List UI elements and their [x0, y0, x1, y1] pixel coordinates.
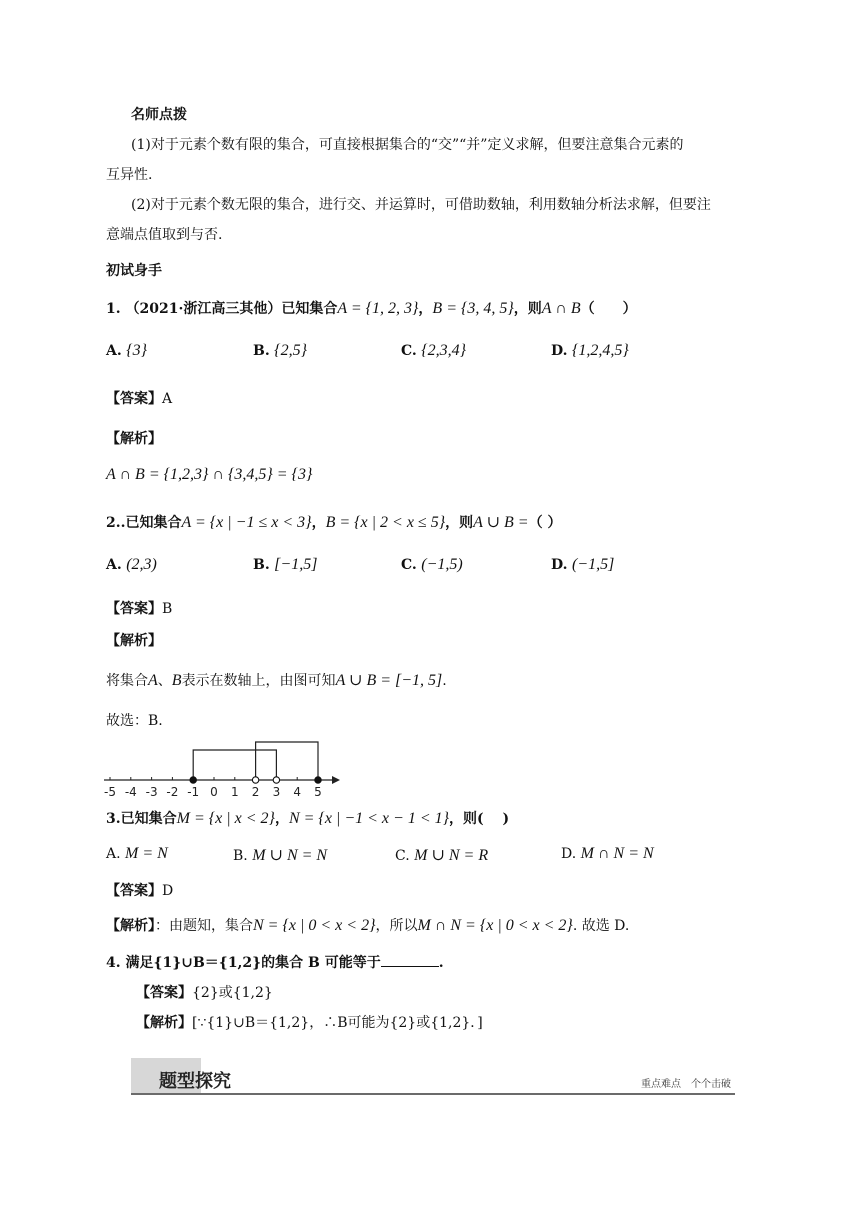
q1-comma: ， — [418, 301, 433, 317]
closed-endpoint — [190, 777, 196, 783]
q1-option-c: C. {2,3,4} — [401, 342, 467, 359]
number-line-tick-label: -3 — [145, 785, 158, 799]
number-line-tick-label: -4 — [124, 785, 137, 799]
q2-answer: 【答案】B — [106, 601, 173, 617]
q2-option-a: A. (2,3) — [106, 556, 157, 573]
q2-choose: 故选：B. — [106, 713, 163, 729]
section-subtitle: 重点难点 个个击破 — [641, 1079, 731, 1090]
number-line-tick-label: -5 — [104, 785, 116, 799]
q1-analysis-label: 【解析】 — [106, 431, 162, 447]
q1-stem — [106, 298, 637, 318]
tips-p1-line1: (1)对于元素个数有限的集合，可直接根据集合的“交”“并”定义求解，但要注意集合元素的 — [131, 137, 684, 153]
number-line-tick-label: 0 — [210, 785, 218, 799]
number-line-tick-label: 3 — [272, 785, 281, 799]
q4-number: 4. — [106, 955, 121, 971]
q2-stem-text: .已知集合 — [120, 515, 182, 531]
q3-option-a: A. M = N — [106, 845, 168, 862]
q4-stem-text: 满足{1}∪B＝{1,2}的集合 B 可能等于 — [125, 955, 381, 971]
q3-then: ，则( ) — [449, 811, 510, 827]
q1-option-d: D. {1,2,4,5} — [551, 342, 629, 359]
open-endpoint — [273, 777, 279, 783]
number-line-tick-label: -2 — [166, 785, 179, 799]
q3-comma: ， — [274, 811, 289, 827]
q2-then: ，则 — [445, 515, 474, 531]
q4-end: . — [438, 955, 444, 971]
q4-answer: 【答案】{2}或{1,2} — [136, 985, 273, 1001]
q4-blank — [381, 954, 439, 967]
section-underline — [131, 1093, 735, 1095]
tips-p2-line2: 意端点值取到与否. — [106, 227, 223, 243]
number-line-tick-label: 5 — [314, 785, 322, 799]
q4-stem — [106, 952, 444, 972]
number-line-tick-label: 2 — [251, 785, 260, 799]
q3-stem — [106, 808, 509, 828]
q3-option-c: C. M ∪ N = R — [395, 847, 489, 864]
q3-answer: 【答案】D — [106, 883, 174, 899]
q2-option-d: D. (−1,5] — [551, 556, 615, 573]
q1-source: （2021·浙江高三其他）已知集合 — [125, 301, 338, 317]
number-line-interval — [193, 750, 276, 780]
number-line-tick-label: 1 — [230, 785, 239, 799]
q3-option-d: D. M ∩ N = N — [561, 845, 654, 862]
q3-set-n: N = {x | −1 < x − 1 < 1} — [288, 810, 450, 827]
number-line-tick-label: 4 — [293, 785, 302, 799]
q1-set-a: A = {1, 2, 3} — [337, 300, 419, 317]
tips-p1-line2: 互异性. — [106, 167, 153, 183]
q2-paren: （ ） — [528, 515, 562, 531]
q2-comma: ， — [311, 515, 326, 531]
q3-set-m: M = {x | x < 2} — [176, 810, 275, 827]
q3-analysis: 【解析】：由题知，集合N = {x | 0 < x < 2}，所以M ∩ N = {x | 0 < x < 2}. 故选 D. — [106, 917, 630, 934]
q1-paren: （ ） — [580, 301, 637, 317]
q2-option-c: C. (−1,5) — [401, 556, 463, 573]
q4-analysis: 【解析】[∵{1}∪B＝{1,2}，∴B可能为{2}或{1,2}．] — [136, 1015, 483, 1031]
q1-expr: A ∩ B — [541, 300, 581, 317]
q2-analysis: 将集合A、B表示在数轴上，由图可知A ∪ B = [−1, 5]. — [106, 672, 447, 689]
q3-option-b: B. M ∪ N = N — [233, 847, 328, 864]
q2-stem — [106, 512, 561, 532]
q2-analysis-label: 【解析】 — [106, 633, 162, 649]
q3-number: 3. — [106, 811, 121, 827]
trial-heading: 初试身手 — [106, 263, 162, 279]
q2-expr: A ∪ B = — [473, 514, 529, 531]
q3-stem-text: 已知集合 — [120, 811, 177, 827]
q1-option-a: A. {3} — [106, 342, 147, 359]
tips-heading: 名师点拨 — [131, 107, 187, 123]
q1-set-b: B = {3, 4, 5} — [432, 300, 514, 317]
q1-analysis: A ∩ B = {1,2,3} ∩ {3,4,5} = {3} — [106, 466, 313, 483]
number-line-figure — [100, 736, 350, 800]
tips-p2-line1: (2)对于元素个数无限的集合，进行交、并运算时，可借助数轴，利用数轴分析法求解，但要注 — [131, 197, 711, 213]
q2-option-b: B. [−1,5] — [253, 556, 318, 573]
section-banner — [131, 1058, 735, 1094]
q1-answer: 【答案】A — [106, 391, 173, 407]
q1-number: 1. — [106, 301, 121, 317]
number-line-interval — [256, 742, 318, 780]
open-endpoint — [252, 777, 258, 783]
q2-number: 2. — [106, 515, 121, 531]
q2-set-b: B = {x | 2 < x ≤ 5} — [325, 514, 446, 531]
closed-endpoint — [315, 777, 321, 783]
q2-set-a: A = {x | −1 ≤ x < 3} — [181, 514, 312, 531]
number-line-arrow — [332, 776, 340, 784]
section-title: 题型探究 — [159, 1071, 231, 1092]
number-line-tick-label: -1 — [187, 785, 200, 799]
q1-option-b: B. {2,5} — [253, 342, 307, 359]
q1-then: ，则 — [513, 301, 542, 317]
